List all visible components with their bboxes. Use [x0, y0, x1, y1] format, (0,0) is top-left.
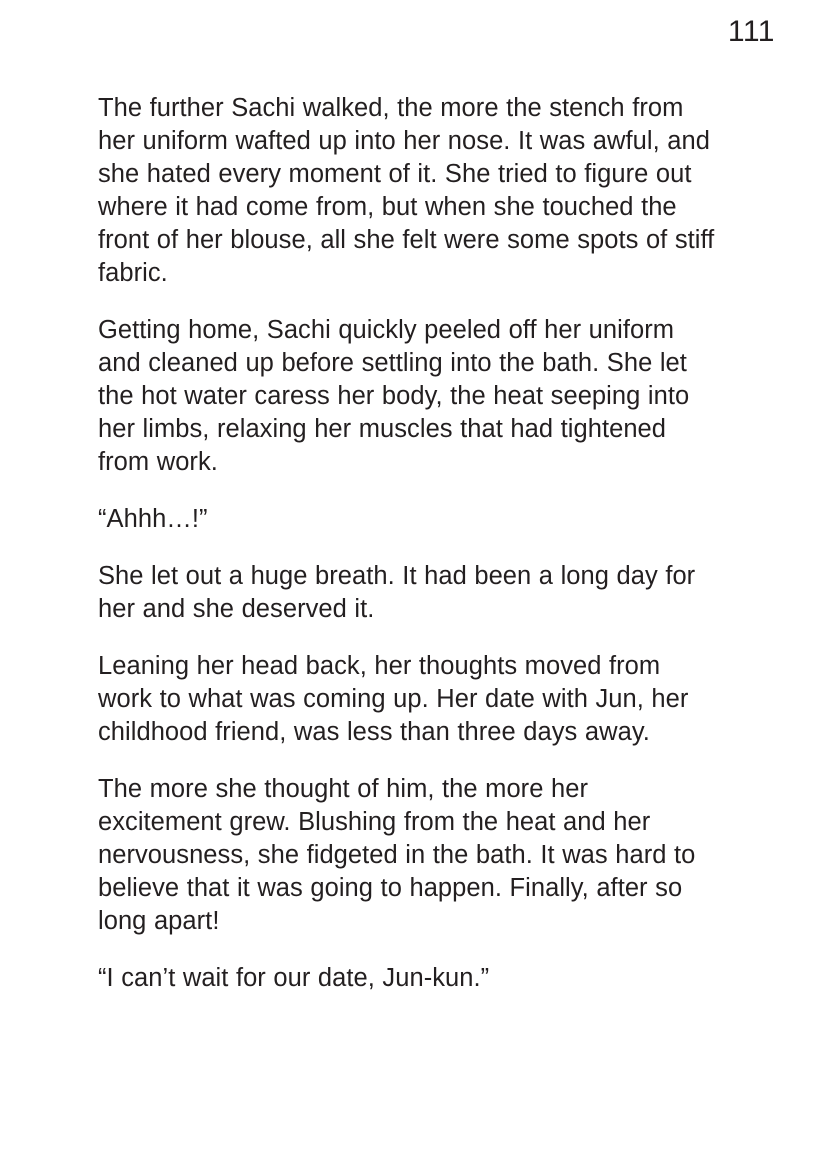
- paragraph: Leaning her head back, her thoughts moved from work to what was coming up. Her date with Jun, her childhood friend, was less than three days away.: [98, 652, 689, 746]
- paragraph: Getting home, Sachi quickly peeled off her uniform and cleaned up before settling into the bath. She let the hot water caress her body, the heat seeping into her limbs, relaxing her muscles that had tightened from work.: [98, 316, 690, 476]
- page-number: 111: [727, 15, 775, 48]
- paragraph: “I can’t wait for our date, Jun-kun.”: [98, 964, 490, 992]
- body-text-column: [98, 92, 718, 995]
- paragraph: The further Sachi walked, the more the stench from her uniform wafted up into her nose. It was awful, and she hated every moment of it. She tried to figure out where it had come from, but when she touched the front of her blouse, all she felt were some spots of stiff fabric.: [98, 94, 715, 287]
- paragraph: “Ahhh…!”: [98, 505, 208, 533]
- paragraph: She let out a huge breath. It had been a long day for her and she deserved it.: [98, 562, 696, 623]
- paragraph: The more she thought of him, the more her excitement grew. Blushing from the heat and her nervousness, she fidgeted in the bath. It was hard to believe that it was going to happen. Finally, after so long apart!: [98, 775, 696, 935]
